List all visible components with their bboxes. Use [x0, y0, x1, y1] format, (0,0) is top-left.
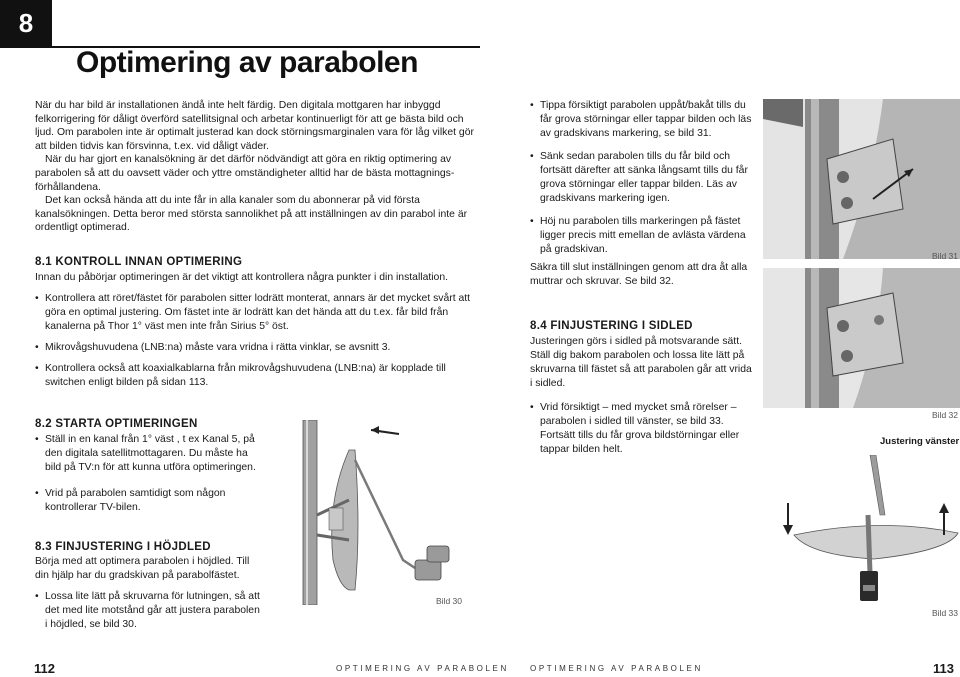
section-8-1-text: Innan du påbörjar optimeringen är det viktigt att kontrollera några punkter i din installation. [35, 272, 448, 283]
section-8-3-text: Börja med att optimera parabolen i höjdled. Till din hjälp har du gradskivan på parabolfästet. [35, 556, 250, 581]
bullet-icon: • [35, 362, 39, 374]
list-item-text: Höj nu parabolen tills markeringen på fästet ligger precis mitt emellan de avlästa värdena på gradskivan. [540, 216, 746, 255]
caption-justering-vanster: Justering vänster [880, 436, 960, 447]
list-item-text: Kontrollera att röret/fästet för parabolen sitter lodrätt monterat, annars är det mycket svårt att göra en optimal justering. Om fästet inte är lodrätt kan det hända att du t.ex. får bild från kanalerna på Thor 1° väst men inte från Sirius 5° öst. [45, 292, 471, 332]
list-item-text: Lossa lite lätt på skruvarna för lutningen, så att det med lite motstånd går att justera parabolen i höjdled, se bild 30. [45, 591, 260, 631]
list-item [35, 590, 260, 632]
section-8-3-heading: 8.3 FINJUSTERING I HÖJDLED [35, 541, 211, 553]
section-8-1-heading: 8.1 KONTROLL INNAN OPTIMERING [35, 256, 243, 268]
intro-paragraph-2: När du har gjort en kanalsökning är det därför nödvändigt att göra en riktig optimering av parabolen så att du oavsett väder och yttre omständigheter alltid har de bästa mottagnings-förhållandena. [35, 154, 455, 193]
bullet-icon: • [35, 341, 39, 353]
figure-bild-32 [763, 268, 960, 408]
list-item [35, 433, 260, 475]
footer-text-right: OPTIMERING AV PARABOLEN [530, 664, 703, 673]
list-item-text: Tippa försiktigt parabolen uppåt/bakåt tills du får grova störningar eller tappar bilden och läs av gradskivans markering, se bild 31. [540, 100, 752, 139]
figure-bild-33 [770, 455, 960, 620]
section-8-2-heading: 8.2 STARTA OPTIMERINGEN [35, 418, 198, 430]
intro-block [35, 99, 475, 235]
bullet-icon: • [35, 292, 39, 304]
list-item-text: Kontrollera också att koaxialkablarna från mikrovågshuvudena (LNB:na) är kopplade till switchen enligt bilden på sidan 113. [45, 362, 446, 388]
bullet-icon: • [530, 402, 534, 413]
caption-bild-32: Bild 32 [932, 410, 958, 420]
list-item [530, 215, 755, 257]
section-8-4-heading: 8.4 FINJUSTERING I SIDLED [530, 320, 693, 332]
figure-bild-30 [283, 420, 463, 605]
caption-bild-30: Bild 30 [436, 596, 462, 606]
list-item-text: Ställ in en kanal från 1° väst , t ex Kanal 5, på den digitala satellitmottagaren. Du måste ha bild på TV:n för att kunna utföra optimeringen. [45, 434, 256, 473]
bullet-icon: • [530, 100, 534, 111]
list-item-text: Vrid på parabolen samtidigt som någon kontrollerar TV-bilen. [45, 488, 226, 513]
list-item-text: Sänk sedan parabolen tills du får bild och fortsätt därefter att sänka långsamt tills du får grova störningar eller tappar bilden. Läs av gradskivans markering igen. [540, 151, 748, 204]
chapter-number: 8 [0, 0, 52, 46]
intro-paragraph-1: När du har bild är installationen ändå inte helt färdig. Den digitala mottgaren har inbyggd felkorrigering för dåligt överförd satellitsignal och arbetar kontinuerligt för att ge bästa bild och ljud. Om parabolen inte är optimalt justerad kan dock störningsmarginalen vara för låg vilket gör att bilden tidvis kan försvinna, t.ex. vid dåligt väder. [35, 100, 474, 152]
right-column [530, 99, 755, 289]
list-item [530, 99, 755, 141]
bullet-icon: • [35, 488, 39, 499]
footer-text-left: OPTIMERING AV PARABOLEN [336, 664, 509, 673]
page-number-right: 113 [933, 661, 954, 676]
list-item-text: Vrid försiktigt – med mycket små rörelser – parabolen i sidled till vänster, se bild 33. Fortsätt tills du får grova bildstörningar eller tappar bilden helt. [540, 402, 740, 455]
list-item [35, 341, 475, 355]
section-8-2 [35, 418, 260, 515]
intro-paragraph-3: Det kan också hända att du inte får in alla kanaler som du abonnerar på vid första kanalsökningen. Detta beror med största sannolikhet på att inställningen av din parabol inte är ordentligt optimerad. [35, 195, 468, 234]
bullet-icon: • [530, 216, 534, 227]
list-item-text: Mikrovågshuvudena (LNB:na) måste vara vridna i rätta vinklar, se avsnitt 3. [45, 341, 391, 353]
section-8-4-text: Justeringen görs i sidled på motsvarande sätt. Ställ dig bakom parabolen och lossa lite lätt på skruvarna till fästet så att parabolen går att vrida i sidled. [530, 336, 752, 389]
figure-bild-31 [763, 99, 960, 259]
list-item [35, 292, 475, 334]
section-8-3 [35, 541, 260, 632]
list-item [35, 362, 475, 390]
page-title: Optimering av parabolen [76, 46, 418, 79]
list-item [530, 150, 755, 206]
section-8-4 [530, 320, 755, 457]
bullet-icon: • [35, 591, 39, 603]
bullet-icon: • [530, 151, 534, 162]
list-item [530, 401, 755, 457]
caption-bild-31: Bild 31 [932, 251, 958, 261]
right-text: Säkra till slut inställningen genom att dra åt alla muttrar och skruvar. Se bild 32. [530, 262, 748, 287]
section-8-1 [35, 256, 475, 390]
list-item [35, 487, 260, 515]
bullet-icon: • [35, 434, 39, 445]
page-number-left: 112 [34, 661, 55, 676]
caption-bild-33: Bild 33 [932, 608, 958, 618]
